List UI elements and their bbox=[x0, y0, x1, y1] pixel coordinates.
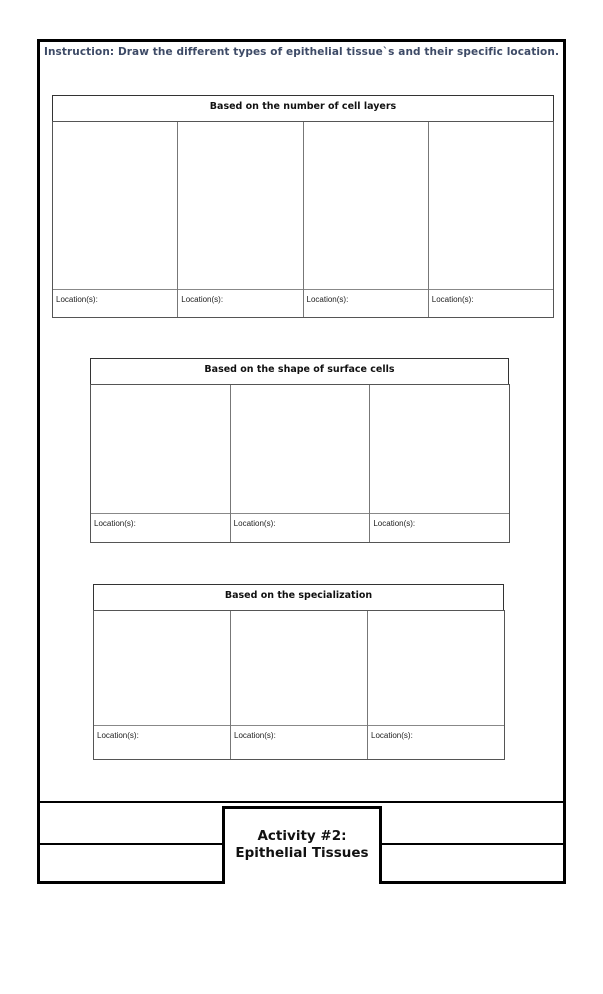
location-label: Location(s): bbox=[97, 731, 139, 740]
drawing-grid-specialization bbox=[93, 610, 505, 760]
activity-title-box bbox=[222, 806, 382, 884]
location-label: Location(s): bbox=[373, 519, 416, 528]
drawing-box[interactable] bbox=[94, 611, 231, 759]
footer-right-mid-rule bbox=[381, 843, 566, 845]
drawing-box[interactable] bbox=[91, 385, 231, 542]
location-label: Location(s): bbox=[431, 295, 474, 304]
drawing-box[interactable] bbox=[429, 122, 553, 317]
location-label: Location(s): bbox=[306, 295, 349, 304]
drawing-box[interactable] bbox=[370, 385, 509, 542]
location-label: Location(s): bbox=[233, 519, 276, 528]
footer-top-rule bbox=[37, 801, 566, 803]
drawing-box[interactable] bbox=[178, 122, 303, 317]
drawing-box[interactable] bbox=[231, 385, 371, 542]
activity-name: Epithelial Tissues bbox=[235, 845, 369, 861]
section-title-surface-shape: Based on the shape of surface cells bbox=[90, 358, 509, 385]
footer-left-mid-rule bbox=[37, 843, 224, 845]
location-label: Location(s): bbox=[181, 295, 224, 304]
location-label: Location(s): bbox=[371, 731, 413, 740]
drawing-grid-surface-shape bbox=[90, 384, 510, 543]
drawing-grid-cell-layers bbox=[52, 121, 554, 318]
drawing-box[interactable] bbox=[304, 122, 429, 317]
drawing-box[interactable] bbox=[231, 611, 368, 759]
drawing-box[interactable] bbox=[53, 122, 178, 317]
drawing-box[interactable] bbox=[368, 611, 504, 759]
section-title-cell-layers: Based on the number of cell layers bbox=[52, 95, 554, 122]
location-label: Location(s): bbox=[94, 519, 136, 528]
section-title-specialization: Based on the specialization bbox=[93, 584, 504, 611]
location-label: Location(s): bbox=[56, 295, 98, 304]
activity-number: Activity #2: bbox=[257, 828, 347, 844]
instruction-text: Instruction: Draw the different types of epithelial tissue`s and their specific location. bbox=[43, 46, 560, 58]
location-label: Location(s): bbox=[234, 731, 276, 740]
